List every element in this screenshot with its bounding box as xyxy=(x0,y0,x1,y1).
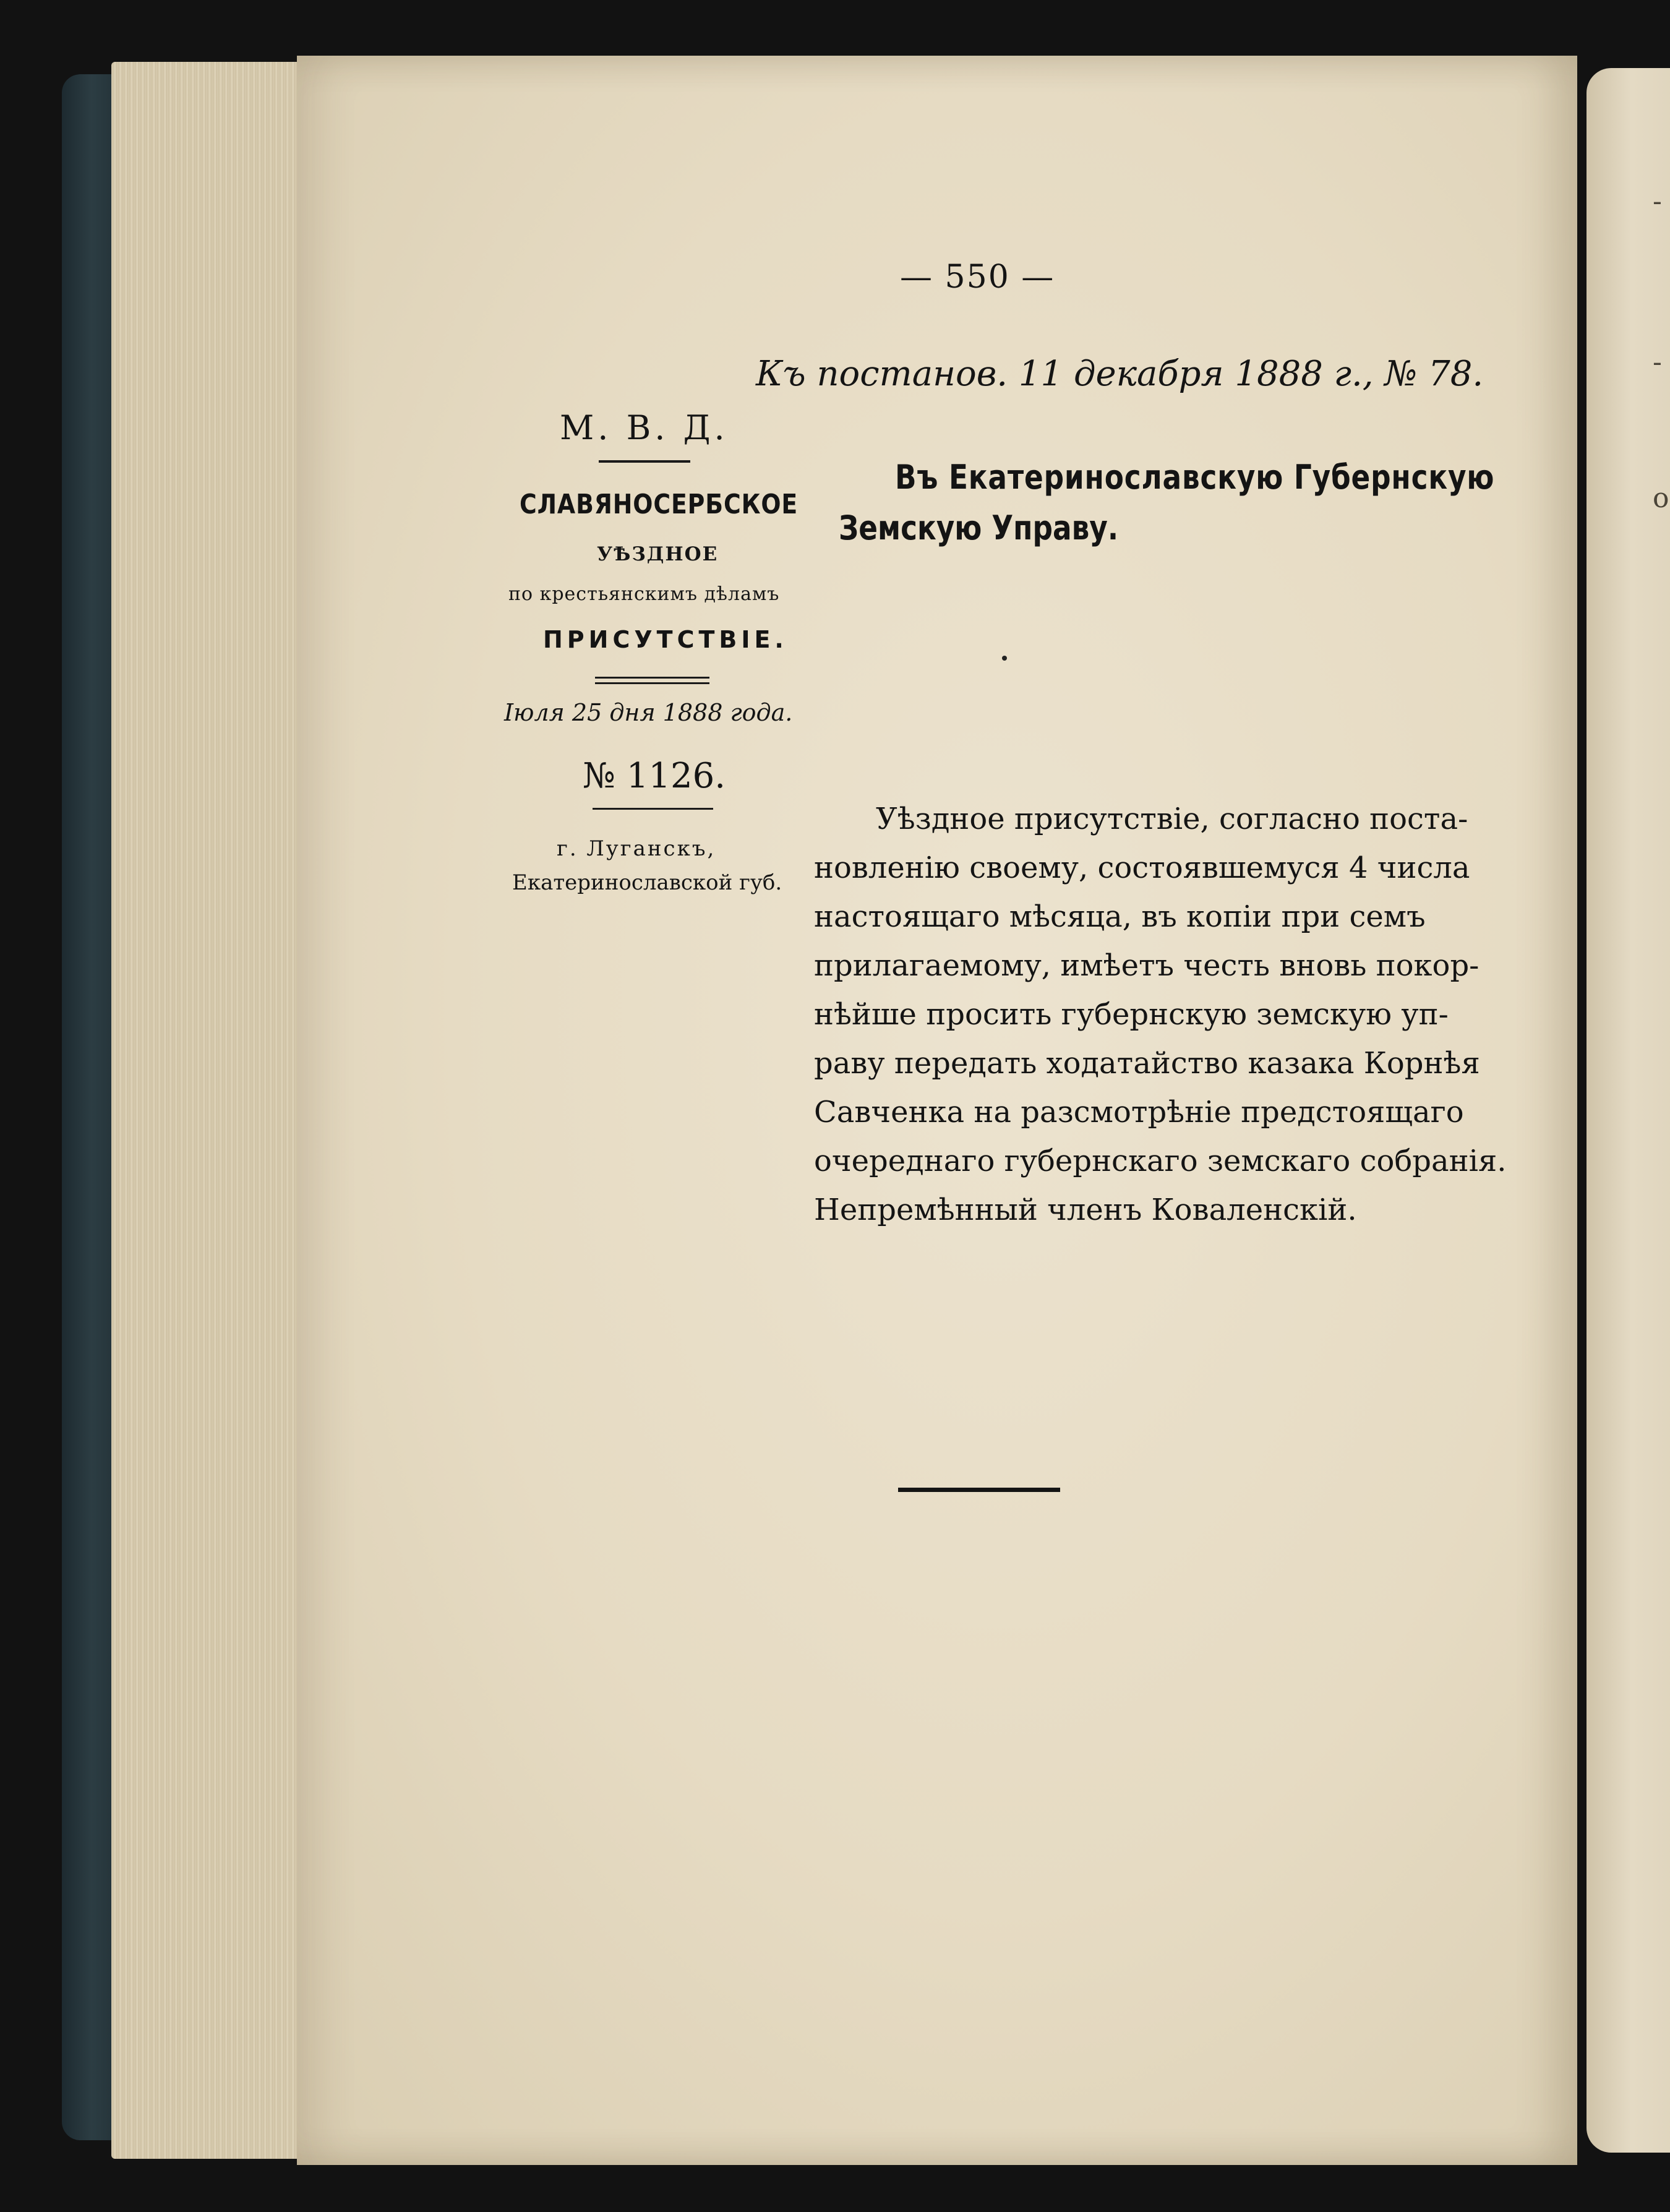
body-line: нѣйше просить губернскую земскую уп- xyxy=(814,997,1449,1032)
body-line: раву передать ходатайство казака Корнѣя xyxy=(814,1046,1480,1081)
header-rule xyxy=(595,677,709,679)
letter-number: № 1126. xyxy=(583,756,726,796)
header-rule xyxy=(599,460,690,463)
ink-dot xyxy=(1002,656,1007,661)
page-number: — 550 — xyxy=(900,259,1055,296)
edge-mark: - xyxy=(1653,346,1662,378)
uezdnoe-label: УѢЗДНОЕ xyxy=(597,543,719,565)
body-line: Савченка на разсмотрѣніе предстоящаго xyxy=(814,1095,1464,1130)
body-line: Уѣздное присутствіе, согласно поста- xyxy=(876,802,1468,836)
header-rule xyxy=(595,682,709,684)
address-line-2: Земскую Управу. xyxy=(839,508,1119,547)
body-line: очереднаго губернскаго земскаго собранія. xyxy=(814,1144,1507,1178)
edge-mark: - xyxy=(1653,186,1662,217)
reference-line: Къ постанов. 11 декабря 1888 г., № 78. xyxy=(756,354,1484,394)
peasant-affairs-label: по крестьянскимъ дѣламъ xyxy=(508,583,780,605)
header-rule xyxy=(593,808,713,810)
prisutstvie-label: ПРИСУТСТВІЕ. xyxy=(543,626,788,653)
address-line-1: Въ Екатеринославскую Губернскую xyxy=(895,458,1495,497)
body-line: настоящаго мѣсяца, въ копіи при семъ xyxy=(814,899,1426,934)
district-name: СЛАВЯНОСЕРБСКОЕ xyxy=(520,489,799,520)
province-label: Екатеринославской губ. xyxy=(512,870,782,895)
body-line: прилагаемому, имѣетъ честь вновь покор- xyxy=(814,948,1479,983)
city-label: г. Луганскъ, xyxy=(557,836,716,861)
next-page-edge xyxy=(1586,68,1670,2153)
closing-rule xyxy=(898,1488,1060,1492)
edge-mark: о xyxy=(1653,482,1669,514)
body-line: новленію своему, состоявшемуся 4 числа xyxy=(814,851,1470,885)
letter-date: Іюля 25 дня 1888 года. xyxy=(504,699,793,726)
ministry-abbrev: М. В. Д. xyxy=(560,408,729,447)
page-edges xyxy=(111,62,309,2159)
body-line: Непремѣнный членъ Коваленскій. xyxy=(814,1193,1357,1227)
